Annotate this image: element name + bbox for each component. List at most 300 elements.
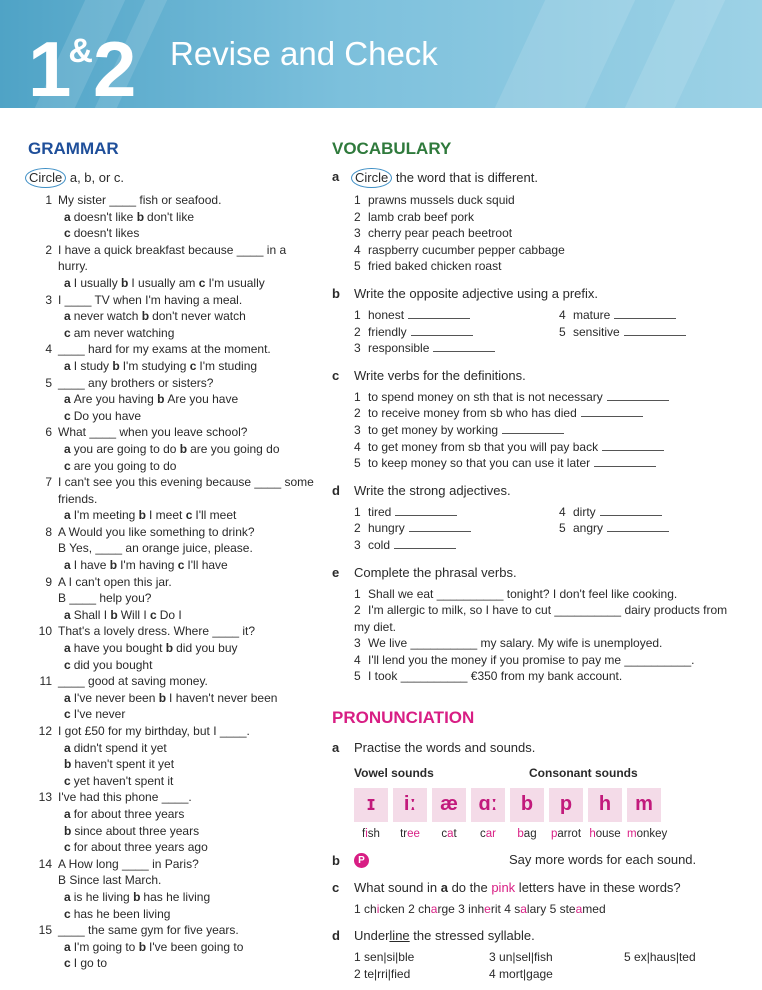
option-line	[28, 458, 318, 475]
option-text: yet haven't spent it	[73, 773, 174, 788]
item-number: 3	[354, 636, 361, 651]
sound-picture	[354, 788, 388, 843]
item-text: te|rri|fied	[360, 967, 411, 982]
option-line	[28, 275, 318, 292]
item-text: tired	[368, 504, 392, 519]
option-letter: b	[157, 392, 165, 407]
item-number: 5	[354, 259, 361, 274]
item-text: friendly	[368, 324, 407, 339]
question-line: ____ any brothers or sisters?	[58, 375, 214, 390]
pron-task-b: b P Say more words for each sound.	[332, 852, 697, 869]
item-number: 1	[354, 901, 365, 916]
word-item	[354, 902, 408, 916]
numbered-item	[354, 324, 559, 341]
numbered-item	[354, 209, 742, 226]
answer-line	[614, 309, 676, 319]
option-letter: b	[110, 607, 118, 622]
option-letter: c	[64, 956, 71, 971]
item-number: 4	[504, 901, 515, 916]
item-number: 3	[354, 422, 361, 437]
item-text: hungry	[368, 521, 405, 536]
grammar-question	[28, 673, 318, 690]
unit-banner	[0, 0, 762, 108]
numbered-item	[354, 242, 742, 259]
stress-item	[354, 966, 489, 983]
option-text: has he living	[143, 889, 211, 904]
numbered-item	[354, 455, 742, 472]
vocabulary-section	[332, 138, 742, 983]
sound-word	[588, 826, 622, 843]
option-line	[28, 325, 318, 342]
grammar-question	[28, 292, 318, 309]
word-part: c	[441, 827, 448, 840]
question-line: A How long ____ in Paris?	[58, 856, 199, 871]
answer-line	[408, 309, 470, 319]
option-text: for about three years	[73, 806, 185, 821]
question-line: I can't see you this evening because ____ some friends.	[58, 475, 314, 506]
item-number: 1	[354, 307, 361, 322]
stress-item	[354, 949, 489, 966]
word-part: ag	[523, 827, 537, 840]
sound-symbol: b	[510, 788, 544, 822]
option-text: doesn't like	[73, 209, 137, 224]
grammar-section	[28, 138, 318, 972]
item-text: I'm allergic to milk, so I have to cut	[368, 603, 555, 618]
question-line: ____ good at saving money.	[58, 674, 208, 689]
option-text: Do I	[159, 607, 182, 622]
option-letter: a	[64, 508, 71, 523]
word-highlight: a	[447, 827, 454, 840]
unit-number: 1&2	[28, 25, 134, 108]
sound-picture	[510, 788, 544, 843]
question-number: 2	[45, 242, 52, 257]
item-number: 2	[408, 901, 419, 916]
option-letter: c	[64, 226, 71, 241]
word-part: onkey	[636, 827, 668, 840]
option-line	[28, 209, 318, 226]
question-text	[58, 922, 318, 939]
grammar-question	[28, 922, 318, 939]
item-number: 2	[354, 967, 361, 982]
stress-item	[489, 949, 624, 966]
option-line	[28, 939, 318, 956]
option-text: I've been going to	[149, 939, 244, 954]
item-text: __________	[554, 603, 622, 618]
option-letter: b	[141, 309, 150, 324]
option-text: I'm studying	[122, 358, 190, 373]
question-text	[58, 723, 318, 740]
option-text: I'm going to	[73, 939, 139, 954]
item-number: 1	[354, 586, 361, 601]
option-text: Will I	[120, 607, 151, 622]
item-number: 5	[354, 669, 361, 684]
item-number: 3	[458, 901, 469, 916]
numbered-item	[354, 192, 742, 209]
option-letter: a	[64, 209, 71, 224]
item-text: ex|haus|ted	[630, 950, 696, 965]
word-highlight: p	[550, 827, 558, 840]
option-letter: a	[64, 309, 71, 324]
sound-word	[627, 826, 668, 843]
item-number: 2	[354, 209, 361, 224]
word-part: sh	[367, 827, 380, 840]
option-letter: a	[64, 558, 71, 573]
option-letter: b	[64, 823, 72, 838]
option-letter: a	[64, 889, 71, 904]
question-line: B ____ help you?	[58, 591, 152, 606]
item-text: honest	[368, 307, 405, 322]
sound-picture	[393, 788, 427, 843]
word-part: med	[582, 901, 606, 916]
grammar-question	[28, 424, 318, 441]
option-letter: c	[64, 325, 71, 340]
option-text: doesn't likes	[73, 226, 140, 241]
item-text: __________	[400, 669, 468, 684]
grammar-question	[28, 524, 318, 557]
option-text: did you buy	[176, 641, 238, 656]
question-line: A I can't open this jar.	[58, 574, 172, 589]
question-line: ____ hard for my exams at the moment.	[58, 342, 271, 357]
vocabulary-heading: VOCABULARY	[332, 139, 452, 158]
answer-line	[624, 326, 686, 336]
word-part: ouse	[595, 827, 621, 840]
option-letter: a	[64, 392, 71, 407]
grammar-question	[28, 789, 318, 806]
option-text: I usually am	[131, 275, 199, 290]
answer-line	[607, 391, 669, 401]
item-text: dirty	[573, 504, 596, 519]
word-highlight: a	[430, 901, 438, 916]
sound-word	[510, 826, 544, 843]
pron-task-d: d Underline the stressed syllable. 1 sen|si|ble 3 un|sel|fish 5 ex|haus|ted 2 te|rri|fied 4 mort|gage	[332, 927, 742, 982]
item-text: cherry pear peach beetroot	[368, 226, 513, 241]
numbered-item	[354, 340, 559, 357]
option-line	[28, 773, 318, 790]
grammar-question	[28, 474, 318, 507]
item-text: to spend money on sth that is not necessary	[368, 389, 603, 404]
question-line: B Since last March.	[58, 873, 162, 888]
question-text	[58, 574, 318, 607]
question-line: I've had this phone ____.	[58, 790, 192, 805]
stress-item	[489, 966, 624, 983]
option-letter: b	[133, 889, 141, 904]
grammar-question	[28, 375, 318, 392]
word-part: tr	[400, 827, 408, 840]
item-text: mature	[573, 307, 611, 322]
word-part: f	[362, 827, 366, 840]
question-line: That's a lovely dress. Where ____ it?	[58, 624, 256, 639]
item-text: prawns mussels duck squid	[368, 193, 515, 207]
numbered-item	[354, 258, 742, 275]
phrasal-item	[354, 652, 742, 669]
question-number: 7	[45, 475, 52, 490]
option-text: I'm meeting	[73, 508, 139, 523]
option-text: I'll meet	[195, 508, 237, 523]
option-text: I'm having	[120, 558, 178, 573]
option-letter: b	[112, 358, 120, 373]
answer-line	[433, 342, 495, 352]
vocab-task-d: d Write the strong adjectives. 1 tired 2 hungry 3 cold 4 dirty 5 angry	[332, 482, 742, 554]
option-text: are you going do	[190, 441, 280, 456]
option-text: I usually	[73, 275, 122, 290]
sound-symbol: iː	[393, 788, 427, 822]
grammar-question	[28, 192, 318, 209]
question-text	[58, 524, 318, 557]
item-text: sen|si|ble	[360, 950, 415, 965]
word-part: arrot	[557, 827, 582, 840]
option-letter: b	[109, 558, 118, 573]
question-text	[58, 856, 318, 889]
item-text: lamb crab beef pork	[368, 209, 475, 224]
option-letter: c	[198, 275, 206, 290]
grammar-question	[28, 341, 318, 358]
option-text: Are you having	[73, 392, 158, 407]
question-text	[58, 623, 318, 640]
grammar-question	[28, 574, 318, 607]
option-text: since about three years	[74, 823, 200, 838]
item-text: tonight? I don't feel like cooking.	[503, 586, 678, 601]
item-text: mort|gage	[495, 967, 553, 982]
item-number: 5	[354, 456, 361, 471]
option-letter: c	[189, 358, 197, 373]
grammar-question	[28, 856, 318, 889]
answer-line	[409, 522, 471, 532]
option-text: I'll have	[187, 558, 228, 573]
option-letter: a	[64, 740, 71, 755]
answer-line	[502, 424, 564, 434]
word-highlight: i	[365, 827, 368, 840]
numbered-item	[354, 225, 742, 242]
option-line	[28, 657, 318, 674]
option-letter: b	[165, 641, 174, 656]
option-text: for about three years ago	[73, 840, 208, 855]
option-letter: b	[179, 441, 188, 456]
option-text: I've never been	[73, 690, 159, 705]
answer-line	[411, 326, 473, 336]
item-number: 4	[489, 967, 496, 982]
item-text: angry	[573, 521, 604, 536]
sound-picture	[627, 788, 668, 843]
question-number: 11	[39, 674, 52, 689]
item-number: 4	[354, 439, 361, 454]
vowel-sounds-label: Vowel sounds	[354, 766, 434, 781]
sound-symbol: m	[627, 788, 661, 822]
option-letter: a	[64, 275, 71, 290]
numbered-item	[354, 307, 559, 324]
word-part: cken	[379, 901, 409, 916]
option-text: haven't spent it yet	[74, 757, 175, 772]
item-text: to get money by working	[368, 422, 499, 437]
sound-picture	[432, 788, 466, 843]
word-part: ch	[418, 901, 431, 916]
item-number: 1	[354, 193, 361, 207]
option-letter: b	[138, 508, 147, 523]
word-highlight: ee	[407, 827, 420, 840]
question-line: My sister ____ fish or seafood.	[58, 193, 222, 207]
item-number: 4	[559, 307, 566, 322]
word-highlight: m	[627, 827, 637, 840]
item-text: raspberry cucumber pepper cabbage	[368, 242, 565, 257]
word-item	[550, 902, 606, 916]
word-item	[458, 902, 504, 916]
question-number: 14	[38, 856, 52, 871]
option-letter: c	[177, 558, 185, 573]
option-text: is he living	[73, 889, 134, 904]
option-letter: c	[64, 707, 71, 722]
sound-picture	[471, 788, 505, 843]
word-highlight: e	[484, 901, 491, 916]
item-text: to get money from sb that you will pay back	[368, 439, 599, 454]
answer-line	[600, 506, 662, 516]
option-text: Shall I	[73, 607, 111, 622]
option-letter: c	[64, 458, 71, 473]
sound-word	[471, 826, 505, 843]
word-part: t	[453, 827, 457, 840]
question-text	[58, 292, 318, 309]
option-text: Are you have	[167, 392, 239, 407]
option-text: I go to	[73, 956, 108, 971]
grammar-question	[28, 723, 318, 740]
option-text: I meet	[149, 508, 186, 523]
item-number: 3	[354, 226, 361, 241]
question-text	[58, 375, 318, 392]
option-line	[28, 839, 318, 856]
answer-line	[394, 539, 456, 549]
numbered-item	[354, 405, 742, 422]
item-number: 4	[354, 242, 361, 257]
numbered-item	[354, 422, 742, 439]
option-line	[28, 358, 318, 375]
option-text: don't never watch	[152, 309, 246, 324]
numbered-item	[354, 537, 559, 554]
option-text: Do you have	[73, 408, 142, 423]
question-text	[58, 192, 318, 209]
option-line	[28, 690, 318, 707]
item-text: €350 from my bank account.	[467, 669, 623, 684]
word-part: inh	[468, 901, 485, 916]
numbered-item	[354, 504, 559, 521]
option-text: are you going to do	[73, 458, 177, 473]
vocab-a-list	[354, 192, 742, 275]
option-line	[28, 507, 318, 524]
word-highlight: a	[575, 901, 583, 916]
question-number: 1	[45, 193, 52, 207]
option-letter: b	[136, 209, 145, 224]
item-text: I took	[368, 669, 401, 684]
question-number: 6	[45, 425, 52, 440]
item-text: cold	[368, 537, 391, 552]
option-letter: c	[64, 773, 71, 788]
item-number: 1	[354, 389, 361, 404]
pron-task-c: c What sound in a do the pink letters have in these words? 1 chicken 2 charge 3 inherit 4 salary 5 steamed	[332, 879, 681, 916]
option-text: I'm studing	[199, 358, 258, 373]
question-number: 15	[38, 923, 52, 938]
word-part: ch	[364, 901, 377, 916]
option-text: you are going to do	[73, 441, 180, 456]
option-line	[28, 607, 318, 624]
question-number: 12	[38, 724, 52, 738]
page-title: Revise and Check	[170, 35, 438, 72]
item-number: 5	[559, 521, 566, 536]
option-text: don't like	[147, 209, 195, 224]
item-text: __________	[624, 652, 692, 667]
option-letter: a	[64, 441, 71, 456]
option-text: have you bought	[73, 641, 166, 656]
option-line	[28, 408, 318, 425]
item-text: I'll lend you the money if you promise to pay me	[368, 652, 625, 667]
answer-line	[581, 407, 643, 417]
pron-task-a: a Practise the words and sounds. Vowel sounds Consonant sounds ɪ fish iː tree æ cat ɑː car b bag p parrot h house m monkey	[332, 739, 742, 842]
answer-line	[395, 506, 457, 516]
question-number: 9	[45, 574, 52, 589]
item-text: un|sel|fish	[495, 950, 553, 965]
option-letter: a	[64, 806, 71, 821]
option-text: I haven't never been	[169, 690, 278, 705]
phrasal-item	[354, 586, 742, 603]
question-number: 3	[45, 292, 52, 307]
item-text: __________	[410, 636, 478, 651]
vocab-task-b: b Write the opposite adjective using a prefix. 1 honest 2 friendly 3 responsible 4 mature 5 sensitive	[332, 285, 742, 357]
sound-word	[432, 826, 466, 843]
numbered-item	[559, 324, 762, 341]
option-letter: a	[64, 939, 71, 954]
option-letter: c	[150, 607, 157, 622]
sound-pictures	[354, 788, 742, 843]
item-number: 3	[354, 537, 361, 552]
option-text: I have	[73, 558, 110, 573]
word-highlight: ar	[485, 827, 496, 840]
grammar-heading: GRAMMAR	[28, 139, 119, 158]
answer-line	[594, 457, 656, 467]
answer-line	[607, 522, 669, 532]
option-text: has he been living	[73, 906, 171, 921]
numbered-item	[354, 520, 559, 537]
word-part: rit	[490, 901, 505, 916]
word-highlight: b	[517, 827, 524, 840]
option-letter: a	[64, 690, 71, 705]
option-line	[28, 756, 318, 773]
numbered-item	[559, 307, 762, 324]
sound-word	[393, 826, 427, 843]
option-letter: c	[64, 657, 71, 672]
item-text: dairy products from my diet.	[354, 603, 728, 634]
option-letter: b	[64, 757, 72, 772]
item-number: 1	[354, 504, 361, 519]
option-letter: c	[64, 408, 71, 423]
word-highlight: i	[376, 901, 380, 916]
option-letter: c	[64, 840, 71, 855]
item-text: fried baked chicken roast	[368, 259, 502, 274]
word-item	[504, 902, 549, 916]
item-number: 4	[354, 652, 361, 667]
sound-word	[354, 826, 388, 843]
item-number: 2	[354, 324, 361, 339]
item-text: my salary. My wife is unemployed.	[477, 636, 663, 651]
item-number: 3	[354, 341, 361, 356]
question-text	[58, 424, 318, 441]
option-line	[28, 391, 318, 408]
option-line	[28, 441, 318, 458]
grammar-instruction: Circle a, b, or c.	[28, 168, 318, 188]
word-highlight: h	[589, 827, 596, 840]
option-text: I've never	[73, 707, 126, 722]
question-text	[58, 242, 318, 275]
vocab-task-a: a Circle the word that is different. 1 prawns mussels duck squid 2 lamb crab beef pork 3 cherry pear peach beetroot 4 raspberry cucumber pepper cabbage 5 fried baked chicken roast	[332, 168, 742, 275]
option-line	[28, 308, 318, 325]
phrasal-item	[354, 668, 742, 685]
option-text: am never watching	[73, 325, 175, 340]
answer-line	[602, 441, 664, 451]
